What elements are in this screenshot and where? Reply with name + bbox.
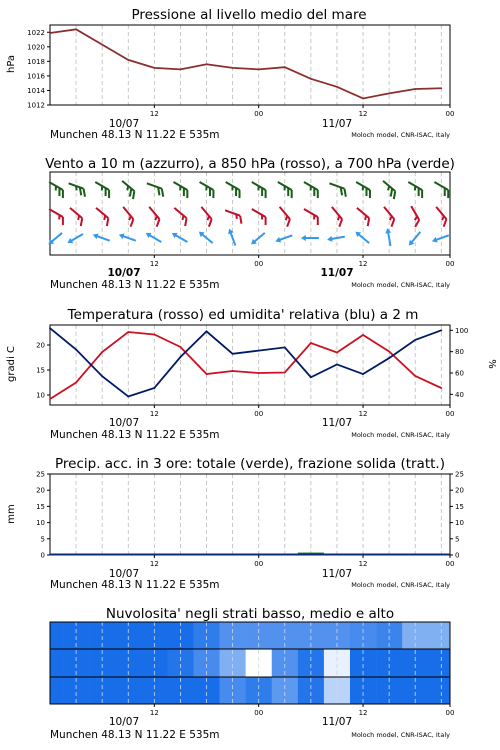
wind-barb (301, 235, 319, 241)
y-tick-label: 15 (36, 502, 45, 511)
wind-barb (144, 183, 165, 196)
barb-flag (389, 219, 397, 227)
temperature-y-ticks (36, 342, 50, 400)
wind-date-1: 10/07 (107, 267, 141, 279)
temperature-point (153, 334, 155, 336)
y-tick-label: 15 (36, 366, 45, 375)
temperature-point (336, 352, 338, 354)
x-tick-label: 00 (254, 410, 264, 418)
barb-flag (314, 190, 321, 198)
y-tick-label: 10 (36, 391, 45, 400)
cloud-cell (50, 622, 63, 649)
pressure-point (232, 67, 234, 69)
y-tick-label: 1012 (27, 101, 45, 110)
pressure-point (284, 66, 286, 68)
barb-flag (106, 190, 113, 198)
humidity-point (440, 329, 442, 331)
x-tick-label: 00 (445, 410, 455, 418)
precipitation-ylabel: mm (6, 504, 17, 524)
wind-date-2: 11/07 (320, 267, 354, 279)
humidity-point (336, 364, 338, 366)
pressure-panel (6, 7, 454, 141)
pressure-point (75, 28, 77, 30)
barb-flag (262, 190, 269, 198)
precipitation-x-ticks (150, 555, 455, 568)
wind-location: Munchen 48.13 N 11.22 E 535m (50, 279, 220, 291)
wind-barb (92, 208, 112, 226)
temperature-title: Temperatura (rosso) ed umidita' relativa (blu) a 2 m (67, 307, 419, 323)
temperature-point (101, 351, 103, 353)
arrow-head (118, 232, 125, 239)
pressure-series-line (50, 29, 441, 98)
humidity-point (153, 387, 155, 389)
pressure-ylabel: hPa (6, 54, 17, 74)
precipitation-title: Precip. acc. in 3 ore: totale (verde), frazione solida (tratt.) (55, 456, 445, 472)
humidity-point (75, 349, 77, 351)
temperature-point (310, 342, 312, 344)
wind-barb (46, 209, 67, 225)
humidity-point (362, 373, 364, 375)
temperature-source: Moloch model, CNR-ISAC, Italy (351, 431, 450, 439)
humidity-point (206, 331, 208, 333)
arrow-head (144, 230, 151, 238)
humidity-point (388, 357, 390, 359)
temperature-point (258, 372, 260, 374)
arrow-head (170, 230, 177, 238)
temperature-point (414, 375, 416, 377)
wind-barb (327, 234, 346, 243)
humidity-point (49, 327, 51, 329)
x-tick-label: 12 (149, 410, 159, 418)
precipitation-panel (6, 456, 464, 591)
temperature-point (127, 331, 129, 333)
humidity-point (310, 376, 312, 378)
cloud-x-ticks (150, 704, 455, 717)
precipitation-bars (50, 553, 450, 555)
barb-shaft (49, 209, 63, 217)
x-tick-label: 00 (445, 560, 455, 568)
y-tick-label: 80 (455, 348, 464, 357)
wind-barb (144, 207, 162, 227)
wind-barb (144, 230, 163, 244)
humidity-series-line (50, 328, 441, 396)
y-tick-label: 1018 (27, 57, 45, 66)
arrow-head (301, 235, 306, 241)
humidity-y-ticks (450, 327, 468, 399)
y-tick-label: 1020 (27, 43, 45, 52)
wind-barb (326, 207, 344, 227)
barb-flag (128, 219, 136, 227)
barb-flag (366, 190, 373, 198)
cloud-panel (50, 606, 454, 741)
x-tick-label: 12 (358, 560, 368, 568)
y-tick-label: 10 (36, 519, 45, 528)
humidity-point (101, 375, 103, 377)
pressure-point (206, 63, 208, 65)
humidity-point (232, 353, 234, 355)
wind-barb (223, 210, 244, 223)
barb-flag (210, 190, 217, 198)
x-tick-label: 00 (254, 260, 264, 268)
barb-flag (262, 217, 269, 225)
wind-barb (46, 231, 64, 247)
wind-barb (46, 182, 67, 198)
pressure-points (49, 28, 442, 99)
barb-flag (206, 219, 214, 227)
cloud-cell (50, 649, 63, 677)
wind-barb (352, 208, 372, 226)
wind-barb (405, 206, 421, 227)
temperature-point (49, 398, 51, 400)
y-tick-label: 20 (455, 486, 464, 495)
pressure-point (49, 32, 51, 34)
pressure-point (414, 88, 416, 90)
barb-flag (184, 190, 191, 198)
pressure-y-ticks (27, 29, 50, 110)
temperature-point (75, 382, 77, 384)
y-tick-label: 5 (40, 535, 45, 544)
precipitation-date-2: 11/07 (321, 568, 353, 580)
temperature-gridlines (76, 325, 441, 405)
temperature-point (388, 351, 390, 353)
pressure-point (336, 86, 338, 88)
cloud-date-2: 11/07 (321, 716, 353, 728)
barb-flag (238, 216, 244, 224)
y-tick-label: 25 (455, 470, 464, 479)
pressure-point (101, 44, 103, 46)
temperature-point (232, 370, 234, 372)
wind-barbs (46, 181, 452, 248)
wind-barb (353, 229, 371, 245)
humidity-point (258, 350, 260, 352)
temperature-point (180, 346, 182, 348)
wind-barb (66, 231, 85, 245)
arrow-head (431, 237, 438, 244)
x-tick-label: 00 (445, 260, 455, 268)
y-tick-label: 1022 (27, 28, 45, 37)
precipitation-plot-frame (50, 474, 450, 555)
humidity-point (414, 339, 416, 341)
temperature-ylabel: gradi C (6, 346, 17, 382)
temperature-location: Munchen 48.13 N 11.22 E 535m (50, 429, 220, 441)
wind-barb (406, 230, 422, 248)
cloud-cell (428, 677, 450, 704)
x-tick-label: 00 (254, 560, 264, 568)
barb-flag (441, 219, 449, 227)
pressure-title: Pressione al livello medio del mare (131, 7, 367, 23)
temperature-point (284, 372, 286, 374)
wind-barb (249, 231, 267, 247)
barb-flag (419, 190, 426, 198)
y-tick-label: 25 (36, 470, 45, 479)
barb-flag (337, 219, 345, 227)
precipitation-y-ticks (36, 471, 50, 560)
arrow-head (92, 232, 99, 239)
cloud-cells (50, 622, 450, 704)
precipitation-gridlines (76, 474, 441, 555)
pressure-point (388, 92, 390, 94)
x-tick-label: 12 (358, 110, 368, 118)
pressure-point (180, 68, 182, 70)
x-tick-label: 00 (254, 709, 264, 717)
wind-barb (274, 232, 293, 244)
cloud-source: Moloch model, CNR-ISAC, Italy (351, 731, 450, 739)
barb-flag (285, 219, 293, 227)
y-tick-label: 1016 (27, 72, 45, 81)
barb-flag (59, 217, 66, 225)
pressure-date-1: 10/07 (108, 118, 140, 130)
wind-panel (45, 156, 455, 291)
pressure-point (310, 78, 312, 80)
barb-flag (81, 189, 87, 197)
y-tick-label: 100 (455, 326, 469, 335)
cloud-cell (428, 622, 450, 649)
wind-barb (65, 208, 85, 226)
precipitation-source: Moloch model, CNR-ISAC, Italy (351, 581, 450, 589)
precipitation-y-ticks-right (450, 471, 464, 560)
wind-barb (118, 181, 138, 199)
wind-barb (197, 229, 215, 245)
wind-barb (379, 181, 399, 199)
y-tick-label: 10 (455, 519, 464, 528)
temperature-point (362, 334, 364, 336)
wind-barb (196, 207, 214, 227)
pressure-point (440, 87, 442, 89)
pressure-date-2: 11/07 (321, 118, 353, 130)
pressure-point (258, 68, 260, 70)
barb-flag (314, 217, 321, 225)
x-tick-label: 12 (358, 260, 368, 268)
y-tick-label: 5 (455, 535, 460, 544)
precipitation-location: Munchen 48.13 N 11.22 E 535m (50, 579, 220, 591)
barb-flag (288, 190, 295, 198)
pressure-source: Moloch model, CNR-ISAC, Italy (351, 131, 450, 139)
barb-flag (342, 189, 348, 197)
cloud-cell (428, 649, 450, 677)
x-tick-label: 12 (358, 410, 368, 418)
wind-barb (379, 207, 397, 227)
wind-barb (274, 207, 292, 227)
temperature-date-2: 11/07 (321, 417, 353, 429)
arrow-head (66, 238, 73, 246)
wind-source: Moloch model, CNR-ISAC, Italy (351, 281, 450, 289)
arrow-head (327, 236, 333, 243)
wind-barb (170, 208, 190, 226)
y-tick-label: 20 (36, 486, 45, 495)
pressure-location: Munchen 48.13 N 11.22 E 535m (50, 129, 220, 141)
cloud-location: Munchen 48.13 N 11.22 E 535m (50, 729, 220, 741)
temperature-panel (6, 307, 497, 441)
y-tick-label: 60 (455, 369, 464, 378)
y-tick-label: 0 (40, 551, 45, 560)
y-tick-label: 20 (36, 341, 45, 350)
x-tick-label: 12 (149, 709, 159, 717)
pressure-x-ticks (150, 105, 455, 118)
cloud-cell (50, 677, 63, 704)
y-tick-label: 15 (455, 502, 464, 511)
wind-barb (66, 183, 87, 196)
wind-barb (92, 232, 111, 244)
temperature-series-line (50, 332, 441, 399)
barb-flag (445, 190, 452, 198)
wind-barb (431, 207, 449, 227)
arrow-head (274, 237, 281, 244)
x-tick-label: 00 (254, 110, 264, 118)
humidity-point (180, 356, 182, 358)
x-tick-label: 12 (149, 560, 159, 568)
temperature-plot-frame (50, 325, 450, 405)
y-tick-label: 1014 (27, 86, 45, 95)
wind-barb (118, 232, 137, 244)
cloud-title: Nuvolosita' negli strati basso, medio e alto (105, 606, 395, 622)
wind-barb (431, 232, 450, 244)
temperature-point (440, 387, 442, 389)
wind-x-ticks (150, 255, 455, 268)
barb-flag (59, 190, 66, 198)
precipitation-date-1: 10/07 (108, 568, 140, 580)
temperature-date-1: 10/07 (108, 417, 140, 429)
humidity-point (284, 347, 286, 349)
wind-barb (327, 183, 348, 196)
pressure-point (362, 98, 364, 100)
temperature-point (206, 373, 208, 375)
temperature-points (49, 327, 442, 400)
pressure-point (153, 67, 155, 69)
humidity-ylabel: % (486, 359, 497, 369)
x-tick-label: 12 (149, 260, 159, 268)
y-tick-label: 0 (455, 551, 460, 560)
y-tick-label: 40 (455, 390, 464, 399)
arrow-head (384, 228, 391, 234)
x-tick-label: 12 (358, 709, 368, 717)
cloud-date-1: 10/07 (108, 716, 140, 728)
wind-barb (170, 230, 189, 244)
x-tick-label: 12 (149, 110, 159, 118)
wind-title: Vento a 10 m (azzurro), a 850 hPa (rosso), a 700 hPa (verde) (45, 156, 455, 172)
humidity-point (127, 396, 129, 398)
barb-flag (413, 220, 421, 227)
temperature-x-ticks (150, 405, 455, 418)
barb-flag (154, 219, 162, 227)
x-tick-label: 00 (445, 110, 455, 118)
wind-barb (118, 207, 136, 227)
x-tick-label: 00 (445, 709, 455, 717)
pressure-point (127, 59, 129, 61)
barb-flag (236, 190, 243, 198)
barb-flag (159, 189, 165, 197)
